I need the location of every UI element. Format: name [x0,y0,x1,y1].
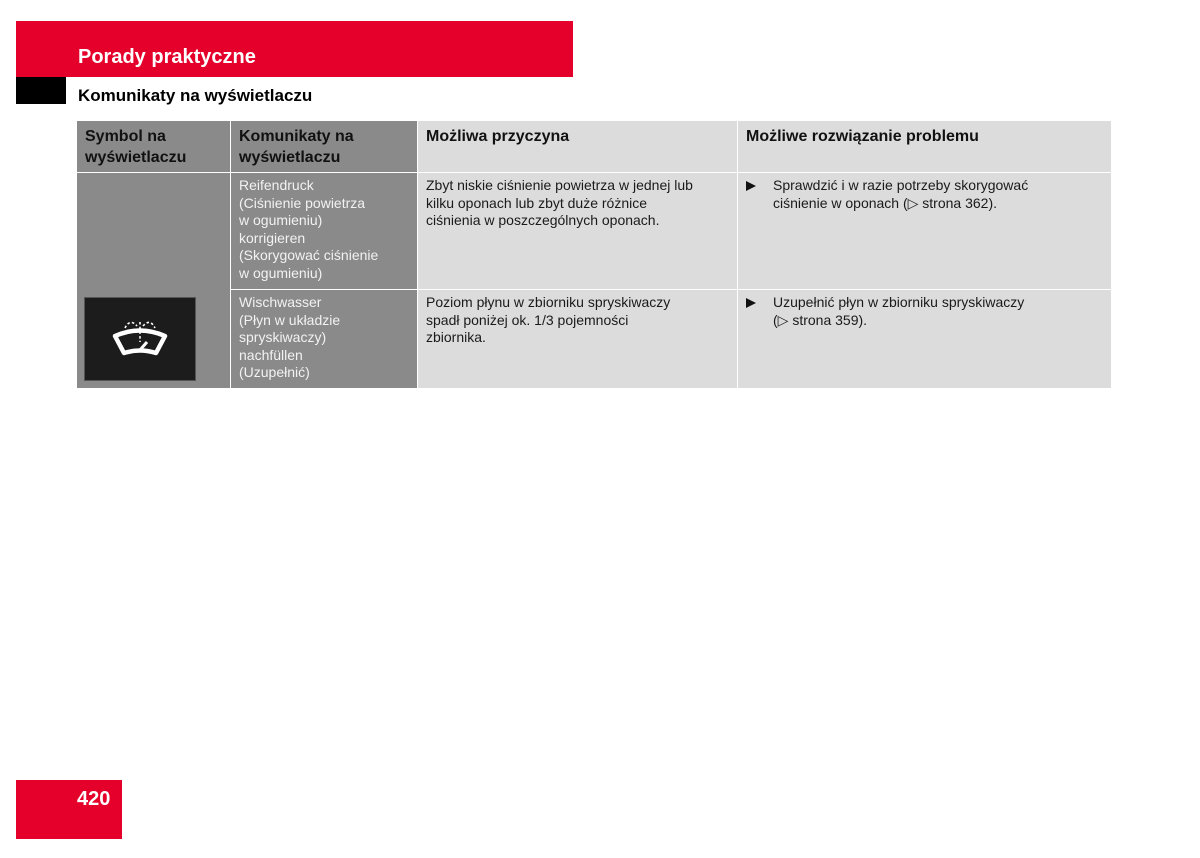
table-row-1-message: Reifendruck (Ciśnienie powietrza w ogumieniu) korrigieren (Skorygować ciśnienie w ogumieniu) [231,173,417,289]
bullet-arrow-icon [746,298,756,308]
table-row-1-solution [738,173,1111,289]
table-row-2-solution [738,290,1111,388]
table-row-2-message: Wischwasser (Płyn w układzie spryskiwaczy) nachfüllen (Uzupełnić) [231,290,417,388]
table-row-2-cause: Poziom płynu w zbiorniku spryskiwaczy spadł poniżej ok. 1/3 pojemności zbiornika. [418,290,737,388]
windshield-washer-fluid-icon [84,297,196,381]
column-header-message: Komunikaty na wyświetlaczu [231,121,417,172]
subsection-title: Komunikaty na wyświetlaczu [78,86,313,105]
column-header-symbol: Symbol na wyświetlaczu [77,121,230,172]
section-title: Porady praktyczne [78,46,256,68]
column-header-cause: Możliwa przyczyna [418,121,737,172]
table-row-1-cause: Zbyt niskie ciśnienie powietrza w jednej lub kilku oponach lub zbyt duże różnice ciśnienia w poszczególnych oponach. [418,173,737,289]
page-number: 420 [77,788,111,810]
column-header-solution: Możliwe rozwiązanie problemu [738,121,1111,172]
display-messages-table [77,121,1111,388]
section-marker [16,77,66,104]
solution-bullet: Uzupełnić płyn w zbiorniku spryskiwaczy (▷ strona 359). [746,294,1103,329]
bullet-arrow-icon [746,181,756,191]
solution-bullet: Sprawdzić i w razie potrzeby skorygować ciśnienie w oponach (▷ strona 362). [746,177,1103,212]
